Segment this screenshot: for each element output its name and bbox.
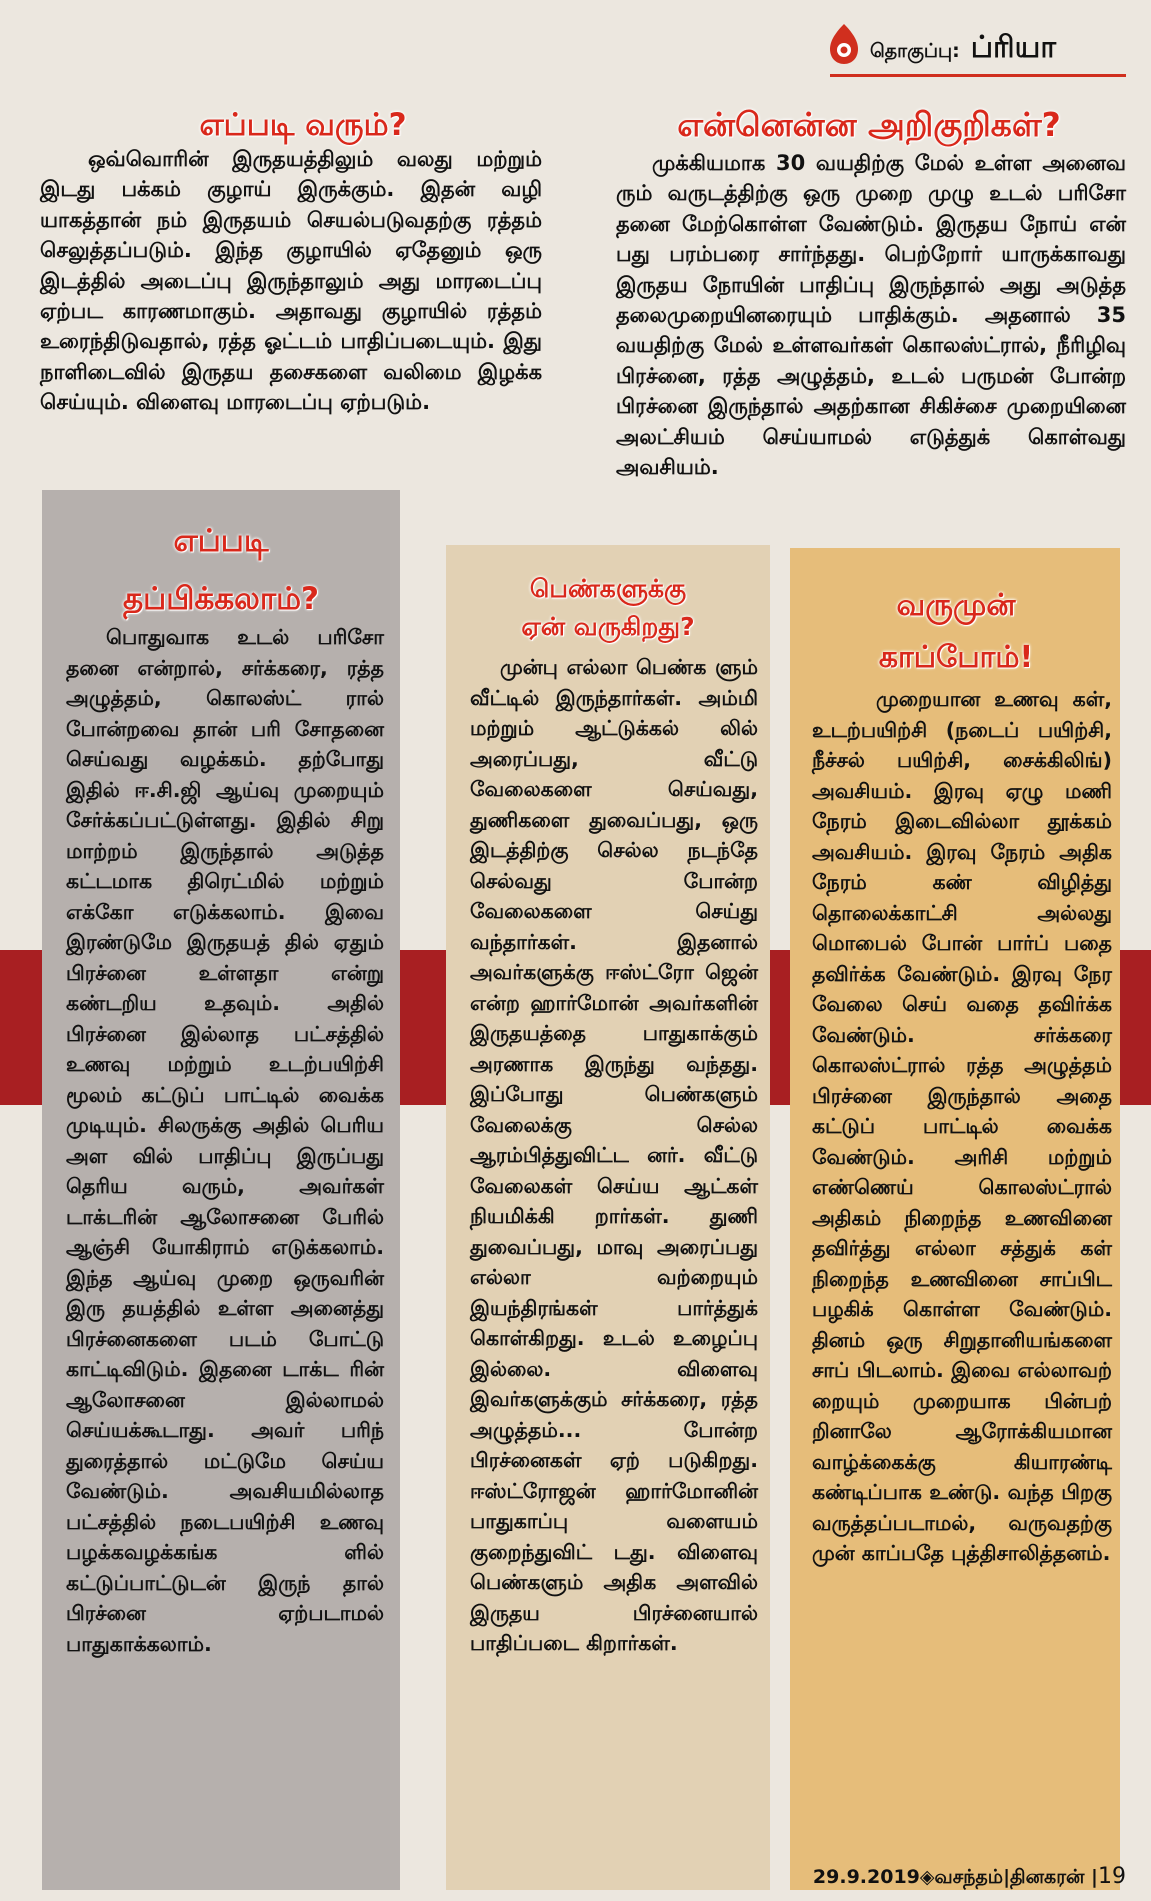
side-band-mid-left xyxy=(400,950,446,1105)
box-body-women: முன்பு எல்லா பெண்க ளும் வீட்டில் இருந்தார்கள். அம்மி மற்றும் ஆட்டுக்கல் லில் அரைப்பது, வீட்டு வேலைகளை செய்வது, துணிகளை துவைப்பது, ஒரு இடத்திற்கு செல்ல நடந்தே செல்வது போன்ற வேலைகளை செய்து வந்தார்கள். இதனால் அவர்களுக்கு ஈஸ்ட்ரோ ஜென் என்ற ஹார்மோன் அவர்களின் இருதயத்தை பாதுகாக்கும் அரணாக இருந்து வந்தது. இப்போது பெண்களும் வேலைக்கு செல்ல ஆரம்பித்துவிட்ட னர். வீட்டு வேலைகள் செய்ய ஆட்கள் நியமிக்கி றார்கள். துணி துவைப்பது, மாவு அரைப்பது எல்லா வற்றையும் இயந்திரங்கள் பார்த்துக் கொள்கிறது. உடல் உழைப்பு இல்லை. விளைவு இவர்களுக்கும் சர்க்கரை, ரத்த அழுத்தம்... போன்ற பிரச்னைகள் ஏற் படுகிறது. ஈஸ்ட்ரோஜன் ஹார்மோனின் பாதுகாப்பு வளையம் குறைந்துவிட் டது. விளைவு பெண்களும் அதிக அளவில் இருதய பிரச்னையால் பாதிப்படை கிறார்கள். xyxy=(470,655,758,1655)
credit-name: ப்ரியா xyxy=(970,30,1057,65)
box-heading-line: தப்பிக்கலாம்? xyxy=(122,581,320,617)
box-heading-precaution xyxy=(806,580,1106,692)
side-band-left xyxy=(0,950,42,1105)
diamond-icon: ◈ xyxy=(919,1866,935,1888)
box-heading-line: எப்படி xyxy=(173,523,269,559)
section-body-symptoms: முக்கியமாக 30 வயதிற்கு மேல் உள்ள அனைவ ரும் வருடத்திற்கு ஒரு முறை முழு உடல் பரிசோ தனை மேற்கொள்ள வேண்டும். இருதய நோய் என் பது பரம்பரை சார்ந்தது. பெற்றோர் யாருக்காவது இருதய நோயின் பாதிப்பு இருந்தால் அது அடுத்த தலைமுறையினரையும் பாதிக்கும். அதனால் 35 வயதிற்கு மேல் உள்ளவர்கள் கொலஸ்ட்ரால், நீரிழிவு பிரச்னை, ரத்த அழுத்தம், உடல் பருமன் போன்ற பிரச்னை இருந்தால் அதற்கான சிகிச்சை முறையினை அலட்சியம் செய்யாமல் எடுத்துக் கொள்வது அவசியம். xyxy=(616,151,1126,480)
credit-block xyxy=(828,22,1126,80)
footer-date: 29.9.2019 xyxy=(812,1866,920,1888)
side-band-mid-right xyxy=(770,950,790,1105)
page-number: 19 xyxy=(1098,1864,1126,1889)
footer-magazine: வசந்தம் xyxy=(934,1866,1004,1888)
box-heading-line: ஏன் வருகிறது? xyxy=(521,612,695,641)
box-heading-line: காப்போம்! xyxy=(878,640,1034,675)
box-heading-line: பெண்களுக்கு xyxy=(529,574,687,603)
page-footer: 29.9.2019◈வசந்தம்|தினகரன் |19 xyxy=(812,1864,1126,1889)
credit-underline xyxy=(830,74,1126,77)
box-body-precaution: முறையான உணவு கள், உடற்பயிற்சி (நடைப் பயிற்சி, நீச்சல் பயிற்சி, சைக்கிலிங்) அவசியம். இரவு ஏழு மணி நேரம் இடைவில்லா தூக்கம் அவசியம். இரவு நேரம் அதிக நேரம் கண் விழித்து தொலைக்காட்சி அல்லது மொபைல் போன் பார்ப் பதை தவிர்க்க வேண்டும். இரவு நேர வேலை செய் வதை தவிர்க்க வேண்டும். சர்க்கரை கொலஸ்ட்ரால் ரத்த அழுத்தம் பிரச்னை இருந்தால் அதை கட்டுப் பாட்டில் வைக்க வேண்டும். அரிசி மற்றும் எண்ணெய் கொலஸ்ட்ரால் அதிகம் நிறைந்த உணவினை தவிர்த்து எல்லா சத்துக் கள் நிறைந்த உணவினை சாப்பிட பழகிக் கொள்ள வேண்டும். தினம் ஒரு சிறுதானியங்களை சாப் பிடலாம். இவை எல்லாவற் றையும் முறையாக பின்பற் றினாலே ஆரோக்கியமான வாழ்க்கைக்கு கியாரண்டி கண்டிப்பாக உண்டு. வந்த பிறகு வருத்தப்படாமல், வருவதற்கு முன் காப்பதே புத்திசாலித்தனம். xyxy=(812,687,1112,1565)
box-heading-women xyxy=(460,570,756,650)
credit-text xyxy=(870,30,1056,69)
emblem-icon xyxy=(828,22,860,66)
credit-label: தொகுப்பு: xyxy=(870,40,960,62)
section-body-how-it-comes: ஒவ்வொரின் இருதயத்திலும் வலது மற்றும் இடது பக்கம் குழாய் இருக்கும். இதன் வழி யாகத்தான் நம் இருதயம் செயல்படுவதற்கு ரத்தம் செலுத்தப்படும். இந்த குழாயில் ஏதேனும் ஒரு இடத்தில் அடைப்பு இருந்தாலும் அது மாரடைப்பு ஏற்பட காரணமாகும். அதாவது குழாயில் ரத்தம் உரைந்திடுவதால், ரத்த ஓட்டம் பாதிப்படையும். இது நாளிடைவில் இருதய தசைகளை வலிமை இழக்க செய்யும். விளைவு மாரடைப்பு ஏற்படும். xyxy=(40,147,542,415)
box-body-how-to-escape: பொதுவாக உடல் பரிசோ தனை என்றால், சர்க்கரை, ரத்த அழுத்தம், கொலஸ்ட் ரால் போன்றவை தான் பரி சோதனை செய்வது வழக்கம். தற்போது இதில் ஈ.சி.ஜி ஆய்வு முறையும் சேர்க்கப்பட்டுள்ளது. இதில் சிறு மாற்றம் இருந்தால் அடுத்த கட்டமாக திரெட்மில் மற்றும் எக்கோ எடுக்கலாம். இவை இரண்டுமே இருதயத் தில் ஏதும் பிரச்னை உள்ளதா என்று கண்டறிய உதவும். அதில் பிரச்னை இல்லாத பட்சத்தில் உணவு மற்றும் உடற்பயிற்சி மூலம் கட்டுப் பாட்டில் வைக்க முடியும். சிலருக்கு அதில் பெரிய அள வில் பாதிப்பு இருப்பது தெரிய வரும், அவர்கள் டாக்டரின் ஆலோசனை பேரில் ஆஞ்சி யோகிராம் எடுக்கலாம். இந்த ஆய்வு முறை ஒருவரின் இரு தயத்தில் உள்ள அனைத்து பிரச்னைகளை படம் போட்டு காட்டிவிடும். இதனை டாக்ட ரின் ஆலோசனை இல்லாமல் செய்யக்கூடாது. அவர் பரிந் துரைத்தால் மட்டுமே செய்ய வேண்டும். அவசியமில்லாத பட்சத்தில் நடைபயிற்சி உணவு பழக்கவழக்கங்க ளில் கட்டுப்பாட்டுடன் இருந் தால் பிரச்னை ஏற்படாமல் பாதுகாக்கலாம். xyxy=(66,625,384,1656)
box-heading-line: வருமுன் xyxy=(896,588,1016,623)
side-band-right xyxy=(1120,950,1151,1105)
section-heading-how-it-comes: எப்படி வரும்? xyxy=(199,107,407,143)
footer-paper: தினகரன் xyxy=(1010,1866,1085,1888)
section-heading-symptoms: என்னென்ன அறிகுறிகள்? xyxy=(677,105,1061,144)
box-heading-how-to-escape xyxy=(60,512,382,632)
